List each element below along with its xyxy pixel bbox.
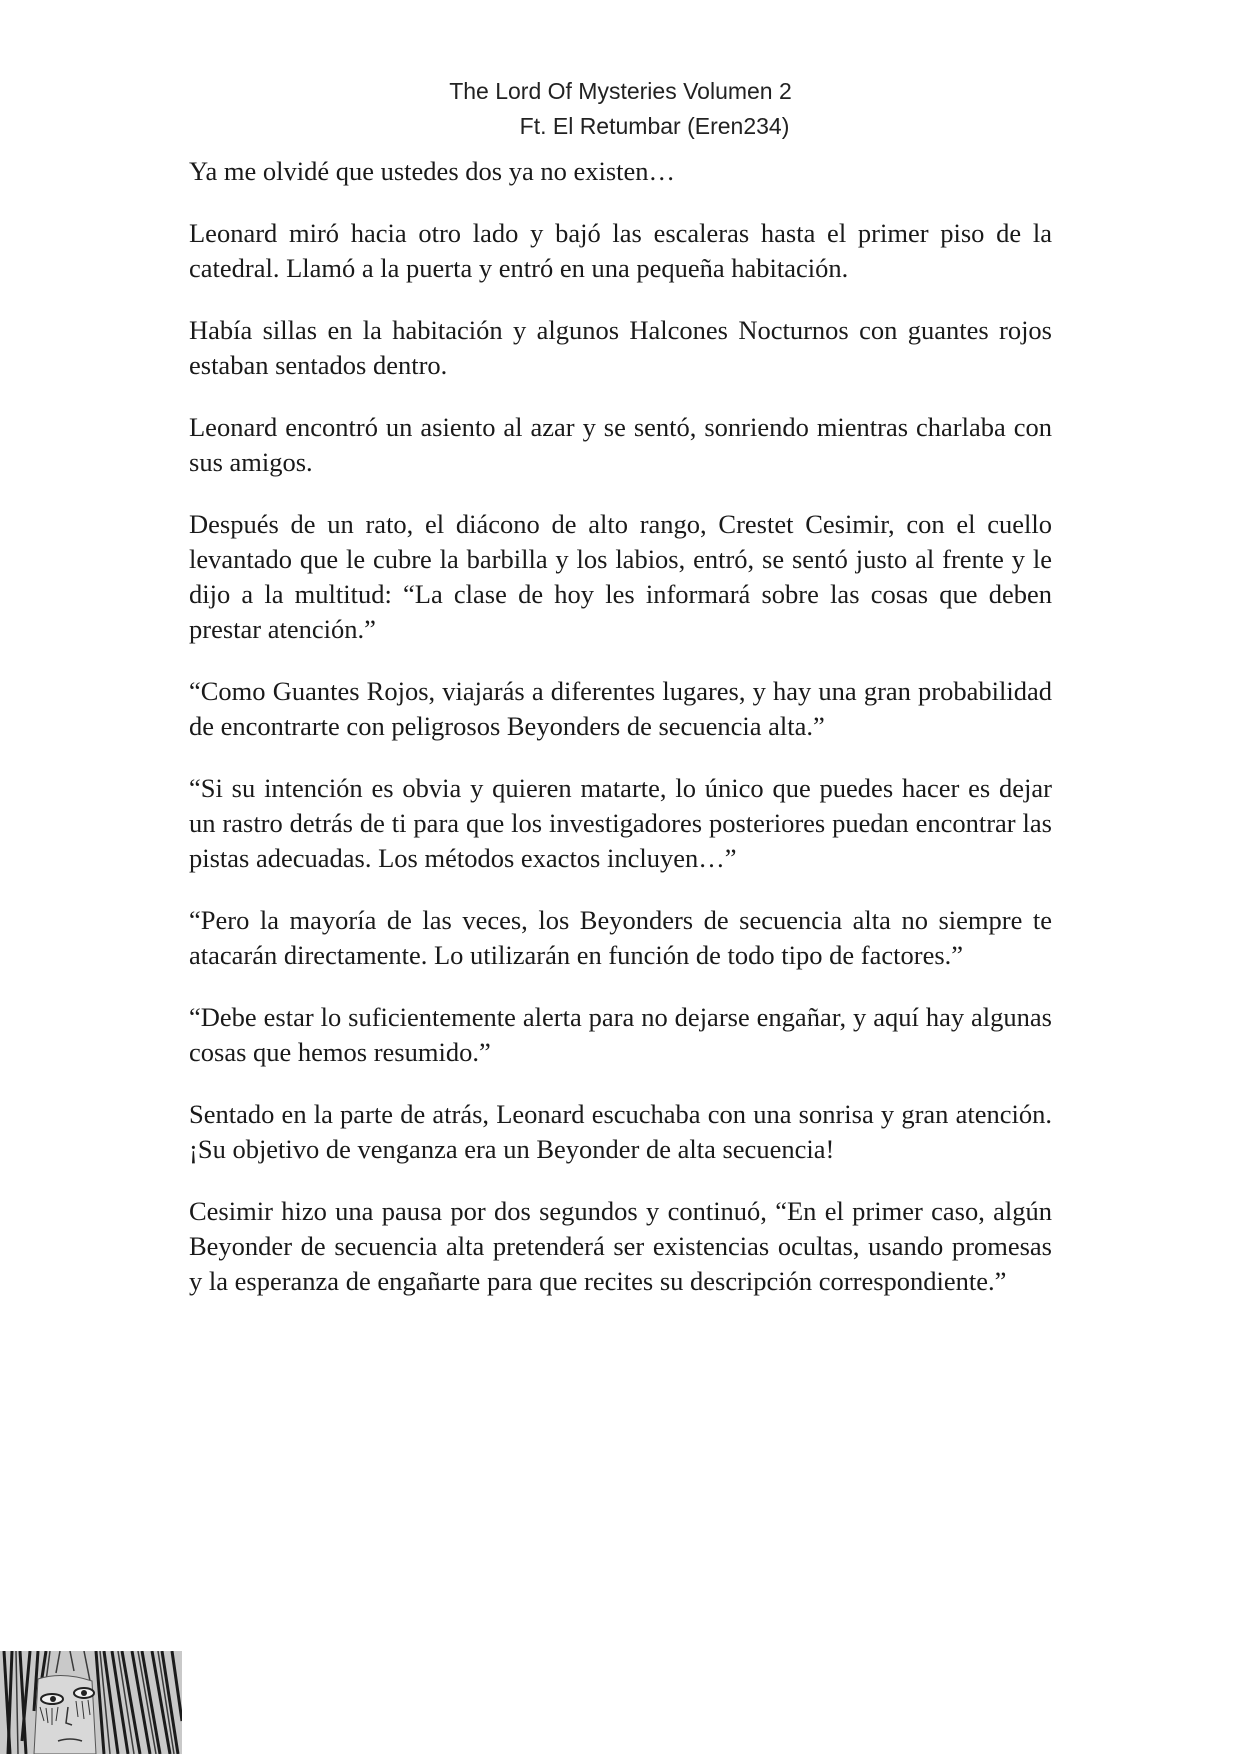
- document-subtitle: Ft. El Retumbar (Eren234): [519, 113, 790, 139]
- paragraph: Sentado en la parte de atrás, Leonard escuchaba con una sonrisa y gran atención. ¡Su objetivo de venganza era un Beyonder de alta secuencia!: [189, 1099, 1052, 1164]
- paragraph: “Como Guantes Rojos, viajarás a diferentes lugares, y hay una gran probabilidad de encontrarte con peligrosos Beyonders de secuencia alta.”: [189, 676, 1052, 741]
- page-header: [0, 74, 1241, 144]
- manga-portrait-icon: [0, 1651, 182, 1754]
- paragraph: “Debe estar lo suficientemente alerta para no dejarse engañar, y aquí hay algunas cosas que hemos resumido.”: [189, 1002, 1052, 1067]
- paragraph: Cesimir hizo una pausa por dos segundos y continuó, “En el primer caso, algún Beyonder de secuencia alta pretenderá ser existencias ocultas, usando promesas y la esperanza de engañarte para que recites su descripción correspondiente.”: [189, 1196, 1052, 1296]
- paragraph: Leonard miró hacia otro lado y bajó las escaleras hasta el primer piso de la catedral. Llamó a la puerta y entró en una pequeña habitación.: [189, 218, 1052, 283]
- document-body: [189, 154, 1052, 1326]
- paragraph: Después de un rato, el diácono de alto rango, Crestet Cesimir, con el cuello levantado que le cubre la barbilla y los labios, entró, se sentó justo al frente y le dijo a la multitud: “La clase de hoy les informará sobre las cosas que deben prestar atención.”: [189, 509, 1052, 644]
- paragraph: Leonard encontró un asiento al azar y se sentó, sonriendo mientras charlaba con sus amigos.: [189, 412, 1052, 477]
- paragraph: “Si su intención es obvia y quieren matarte, lo único que puedes hacer es dejar un rastro detrás de ti para que los investigadores posteriores puedan encontrar las pistas adecuadas. Los métodos exactos incluyen…”: [189, 773, 1052, 873]
- paragraph: “Pero la mayoría de las veces, los Beyonders de secuencia alta no siempre te atacarán directamente. Lo utilizarán en función de todo tipo de factores.”: [189, 905, 1052, 970]
- document-title: The Lord Of Mysteries Volumen 2: [449, 78, 792, 104]
- paragraph: Ya me olvidé que ustedes dos ya no existen…: [189, 156, 676, 186]
- paragraph: Había sillas en la habitación y algunos Halcones Nocturnos con guantes rojos estaban sentados dentro.: [189, 315, 1052, 380]
